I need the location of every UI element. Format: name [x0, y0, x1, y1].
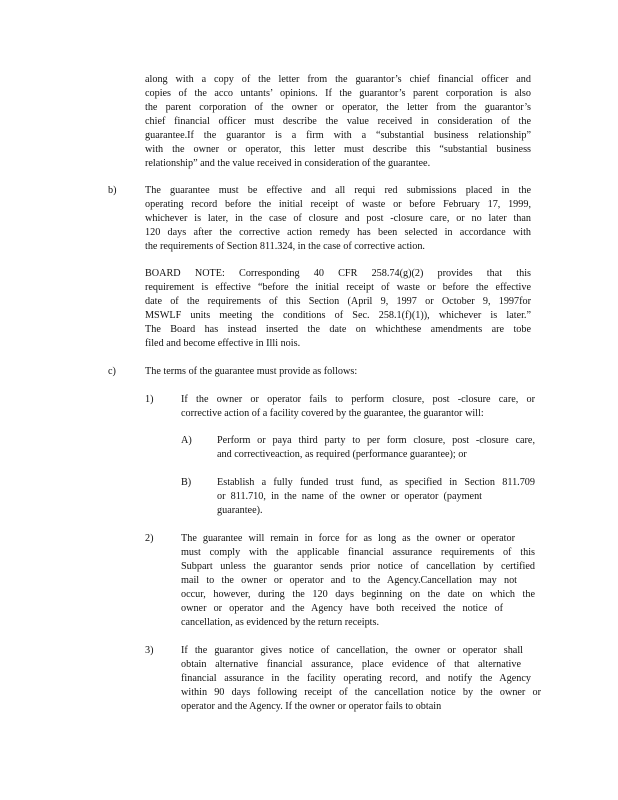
text-line: operator and the Agency. If the owner or operator fails to obtain — [181, 701, 442, 712]
text-line: Perform or paya third party to per form closure, post -closure care, — [217, 435, 535, 446]
section-b-paragraph — [145, 184, 531, 254]
board-note-paragraph — [145, 267, 531, 351]
text-line: requirement is effective “before the initial receipt of waste or before the effective — [145, 282, 531, 293]
subitem-a-paragraph — [217, 434, 535, 462]
text-line: along with a copy of the letter from the guarantor’s chief financial officer and — [145, 74, 531, 85]
text-line: financial assurance in the facility operating record, and notify the Agency — [181, 673, 531, 684]
text-line: If the guarantor gives notice of cancellation, the owner or operator shall — [181, 645, 523, 656]
text-line: The guarantee will remain in force for as long as the owner or operator — [181, 533, 515, 544]
text-line: operating record before the initial receipt of waste or before February 17, 1999, — [145, 199, 531, 210]
text-line: owner or operator and the Agency have both received the notice of — [181, 603, 503, 614]
text-line: the parent corporation of the owner or operator, the letter from the guarantor’s — [145, 102, 531, 113]
text-line: the requirements of Section 811.324, in the case of corrective action. — [145, 241, 425, 252]
text-line: obtain alternative financial assurance, place evidence of that alternative — [181, 659, 521, 670]
text-line: filed and become effective in Illi nois. — [145, 338, 301, 349]
item-2-label: 2) — [145, 533, 154, 544]
item-2-paragraph — [181, 532, 535, 630]
text-line: chief financial officer must describe the value received in consideration of the — [145, 116, 531, 127]
text-line: Subpart unless the guarantor sends prior notice of cancellation by certified — [181, 561, 535, 572]
text-line: Establish a fully funded trust fund, as specified in Section 811.709 — [217, 477, 535, 488]
text-line: must comply with the applicable financial assurance requirements of this — [181, 547, 535, 558]
text-line: with the owner or operator, this letter must describe this “substantial business — [145, 144, 531, 155]
text-line: and correctiveaction, as required (performance guarantee); or — [217, 449, 467, 460]
text-line: relationship” and the value received in consideration of the guarantee. — [145, 158, 431, 169]
section-c-label: c) — [108, 366, 116, 377]
subitem-b-label: B) — [181, 477, 192, 488]
text-line: mail to the owner or operator and to the Agency.Cancellation may not — [181, 575, 517, 586]
text-line: BOARD NOTE: Corresponding 40 CFR 258.74(g)(2) provides that this — [145, 268, 531, 279]
text-line: corrective action of a facility covered by the guarantee, the guarantor will: — [181, 408, 484, 419]
text-line: 120 days after the corrective action remedy has been selected in accordance with — [145, 227, 531, 238]
text-line: copies of the acco untants’ opinions. If the guarantor’s parent corporation is also — [145, 88, 531, 99]
text-line: guarantee.If the guarantor is a firm with a “substantial business relationship” — [145, 130, 531, 141]
item-3-label: 3) — [145, 645, 154, 656]
text-line: or 811.710, in the name of the owner or operator (payment — [217, 491, 482, 502]
text-line: guarantee). — [217, 505, 263, 516]
text-line: occur, however, during the 120 days beginning on the date on which the — [181, 589, 535, 600]
text-line: MSWLF units meeting the conditions of Sec. 258.1(f)(1)), whichever is later.” — [145, 310, 531, 321]
subitem-b-paragraph — [217, 476, 535, 518]
text-line: The Board has instead inserted the date on whichthese amendments are tobe — [145, 324, 531, 335]
text-line: whichever is later, in the case of closure and post -closure care, or no later than — [145, 213, 531, 224]
item-1-paragraph — [181, 393, 535, 421]
text-line: The guarantee must be effective and all requi red submissions placed in the — [145, 185, 531, 196]
intro-paragraph — [145, 73, 531, 171]
item-1-label: 1) — [145, 394, 154, 405]
section-c-intro — [145, 365, 531, 379]
text-line: within 90 days following receipt of the cancellation notice by the owner or — [181, 687, 541, 698]
text-line: If the owner or operator fails to perform closure, post -closure care, or — [181, 394, 535, 405]
subitem-a-label: A) — [181, 435, 192, 446]
text-line: cancellation, as evidenced by the return receipts. — [181, 617, 379, 628]
item-3-paragraph — [181, 644, 541, 714]
text-line: The terms of the guarantee must provide as follows: — [145, 366, 358, 377]
text-line: date of the requirements of this Section (April 9, 1997 or October 9, 1997for — [145, 296, 531, 307]
section-b-label: b) — [108, 185, 117, 196]
